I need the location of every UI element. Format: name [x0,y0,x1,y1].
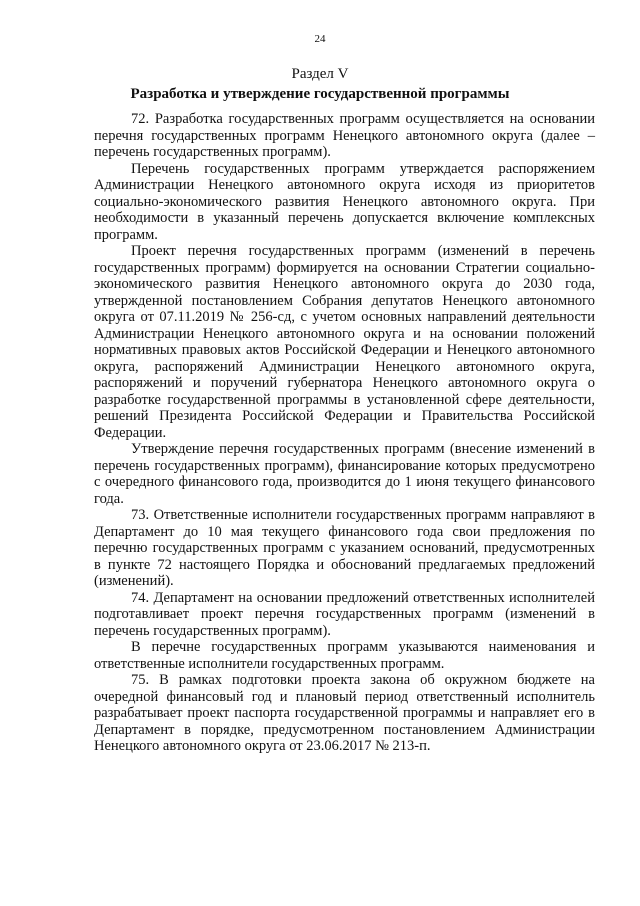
paragraph-list-draft: Проект перечня государственных программ (изменений в перечень государственных программ) формируется на основании Стратегии социально-экономического развития Ненецкого автономного округа до 2030 года, утвержденной постановлением Собрания депутатов Ненецкого автономного округа от 07.11.2019 № 256-сд, с учетом основных направлений деятельности Администрации Ненецкого автономного округа и на основании положений нормативных правовых актов Российской Федерации и Ненецкого автономного округа, распоряжений Администрации Ненецкого автономного округа, распоряжений и поручений губернатора Ненецкого автономного округа о разработке государственной программы в установленной сфере деятельности, решений Президента Российской Федерации и Правительства Российской Федерации. [94,243,595,441]
paragraph-73: 73. Ответственные исполнители государственных программ направляют в Департамент до 10 мая текущего финансового года свои предложения по перечню государственных программ с указанием оснований, предусмотренных в пункте 72 настоящего Порядка и обоснований предлагаемых предложений (изменений). [94,507,595,589]
section-label: Раздел V [291,66,349,82]
paragraph-list-contents: В перечне государственных программ указываются наименования и ответственные исполнители государственных программ. [94,639,595,672]
paragraph-72: 72. Разработка государственных программ осуществляется на основании перечня государственных программ Ненецкого автономного округа (далее – перечень государственных программ). [94,111,595,160]
paragraph-list-deadline: Утверждение перечня государственных программ (внесение изменений в перечень государственных программ), финансирование которых предусмотрено с очередного финансового года, производится до 1 июня текущего финансового года. [94,441,595,507]
document-body [94,111,595,755]
paragraph-75: 75. В рамках подготовки проекта закона об окружном бюджете на очередной финансовый год и плановый период ответственный исполнитель разрабатывает проект паспорта государственной программы и направляет его в Департамент в порядке, предусмотренном постановлением Администрации Ненецкого автономного округа от 23.06.2017 № 213-п. [94,672,595,754]
paragraph-list-approval: Перечень государственных программ утверждается распоряжением Администрации Ненецкого автономного округа исходя из приоритетов социально-экономического развития Ненецкого автономного округа. При необходимости в указанный перечень допускается включение комплексных программ. [94,160,595,243]
page-number: 24 [314,33,326,45]
section-title: Разработка и утверждение государственной программы [130,86,510,102]
paragraph-74: 74. Департамент на основании предложений ответственных исполнителей подготавливает проект перечня государственных программ (изменений в перечень государственных программ). [94,589,595,639]
